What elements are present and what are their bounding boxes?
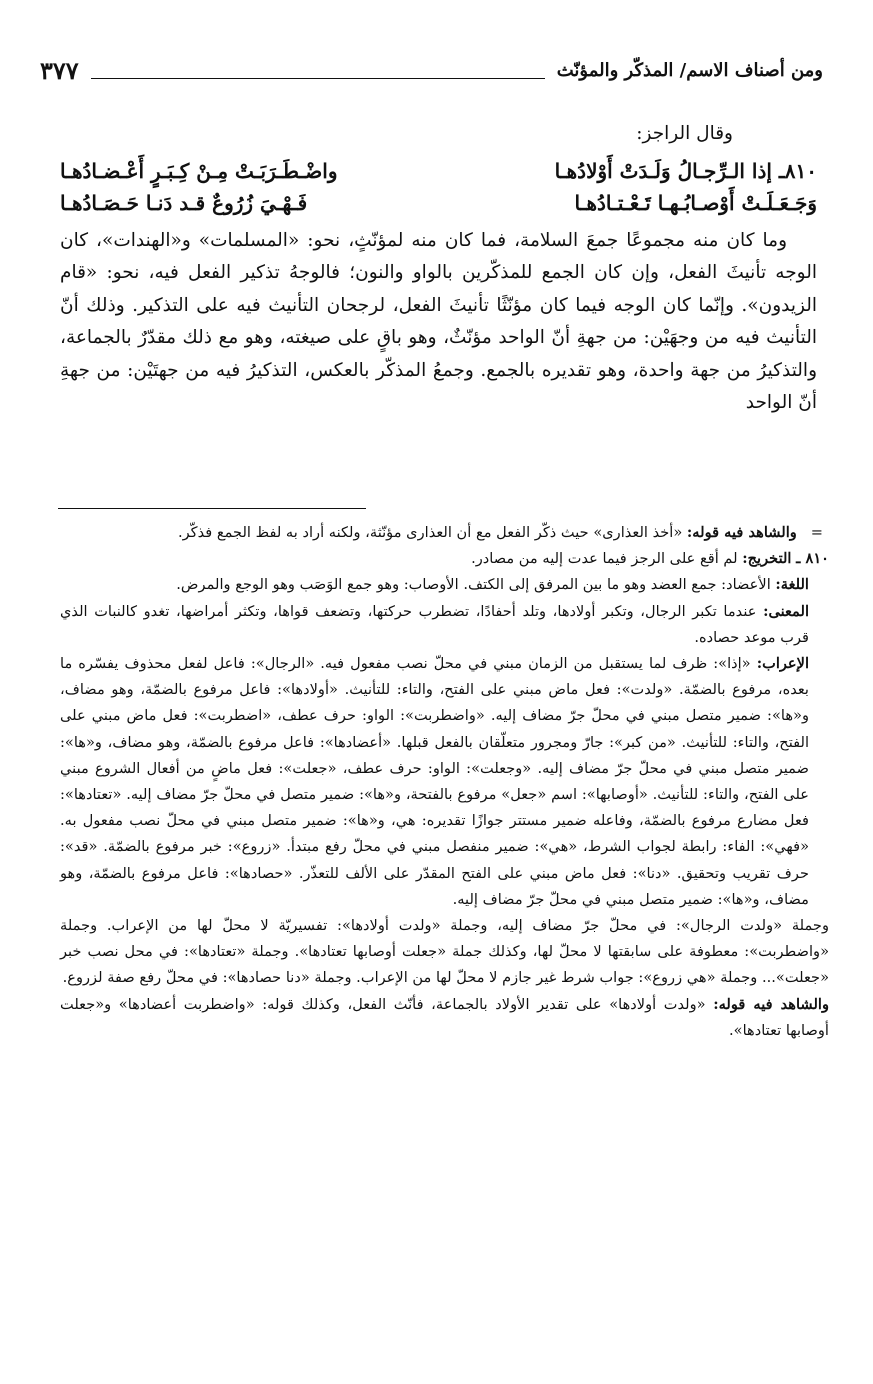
shahid-text: «ولدت أولادها» على تقدير الأولاد بالجماعة، فأنّث الفعل، وكذلك قوله: «واضطربت أعضادها» و«جعلت أوصابها تعتادها». (60, 995, 829, 1039)
page-number: ٣٧٧ (40, 55, 79, 85)
verse-intro: وقال الراجز: (636, 123, 733, 144)
header-rule (91, 62, 545, 79)
verse-810 (60, 155, 817, 219)
carry-label: والشاهد فيه قوله: (686, 524, 797, 541)
mana-label: المعنى: (763, 602, 809, 620)
footnote-carryover (60, 520, 829, 546)
note-takhrij (60, 546, 829, 572)
hemistich-1a (423, 155, 817, 187)
irab-label: الإعراب: (756, 655, 810, 673)
hemistich-2a: وَجَـعَـلَـتْ أَوْصـابُـهـا تَـعْـتـادُهـا (574, 190, 817, 215)
mana-text: عندما تكبر الرجال، وتكبر أولادها، وتلد أحفادًا، تضطرب حركتها، وتضعف قواها، وتكثر أمراضها، تغدو كالنبات الذي قرب موعد حصاده. (60, 602, 809, 646)
hemistich-1a-text: إذا الـرِّجـالُ وَلَـدَتْ أَوْلادُهـا (554, 158, 772, 183)
carry-text: «أخذ العذارى» حيث ذكّر الفعل مع أن العذارى مؤنّثة، ولكنه أراد به لفظ الجمع فذكّر. (177, 524, 683, 541)
footnotes (60, 520, 829, 1044)
note-irab (60, 651, 829, 913)
note-mana (60, 599, 829, 651)
takhrij-label: التخريج: (742, 550, 792, 568)
note-lugha (60, 572, 829, 598)
footnote-separator (58, 508, 366, 509)
carry-marker: = (810, 524, 823, 541)
verse-line-1 (60, 155, 817, 187)
chapter-title: ومن أصناف الاسم/ المذكّر والمؤنّث (556, 59, 823, 81)
verse-number: ٨١٠ـ (778, 158, 817, 183)
body-paragraph: وما كان منه مجموعًا جمعَ السلامة، فما كان منه لمؤنّثٍ، نحو: «المسلمات» و«الهندات»، كان الوجه تأنيثَ الفعل، وإن كان الجمع للمذكّرين بالواو والنون؛ فالوجهُ تذكير الفعل فيه، نحو: «قام الزيدون». وإنّما كان الوجه فيما كان مؤنّثًا تأنيثَ الفعل، لرجحان التأنيث فيه على التذكير. وذلك أنّ التأنيث فيه من وجهَيْن: من جهةِ أنّ الواحد مؤنّثٌ، وهو باقٍ على صيغته، وهو مع ذلك مقدّرٌ بالجماعة، والتذكيرُ من جهة واحدة، وهو تقديره بالجمع. وجمعُ المذكّر بالعكس، التذكيرُ فيه من جهتَيْن: من جهةِ أنّ الواحد (60, 229, 817, 413)
hemistich-1b: واضْـطَـرَبَـتْ مِـنْ كِـبَـرٍ أَعْـضـادُهـا (60, 158, 338, 183)
note-number: ٨١٠ ـ (796, 550, 829, 568)
note-shahid (60, 992, 829, 1044)
note-jumal: وجملة «ولدت الرجال»: في محلّ جرّ مضاف إليه، وجملة «ولدت أولادها»: تفسيريّة لا محلّ لها من الإعراب. وجملة «واضطربت»: معطوفة على سابقتها لا محلّ لها، وكذلك جملة «جعلت أوصابها تعتادها». وجملة «تعتادها»: في محل نصب خبر «جعلت»... وجملة «هي زروع»: جواب شرط غير جازم لا محلّ لها من الإعراب. وجملة «دنا حصادها»: في محلّ رفع صفة لزروع. (60, 917, 829, 987)
irab-text: «إذا»: ظرف لما يستقبل من الزمان مبني في محلّ نصب مفعول فيه. «الرجال»: فاعل لفعل محذوف يفسّره ما بعده، مرفوع بالضمّة. «ولدت»: فعل ماض مبني على الفتح، والتاء: للتأنيث. «أولادها»: فاعل مرفوع بالضمّة، وهو مضاف، و«ها»: ضمير متصل مبني في محلّ جرّ مضاف إليه. «واضطربت»: الواو: حرف عطف، «اضطربت»: فعل ماض مبني على الفتح، والتاء: للتأنيث. «من كبر»: جارّ ومجرور متعلّقان بالفعل قبلها. «أعضادها»: فاعل مرفوع بالضمّة، وهو مضاف، و«ها»: ضمير متصل مبني في محلّ جرّ مضاف إليه. «وجعلت»: الواو: حرف عطف، «جعلت»: فعل ماضٍ من أفعال الشروع مبني على الفتح، والتاء: للتأنيث. «أوصابها»: اسم «جعل» مرفوع بالفتحة، و«ها»: ضمير متصل في محلّ جرّ مضاف إليه. «تعتادها»: فعل مضارع مرفوع بالضمّة، وفاعله ضمير مستتر جوازًا تقديره: هي، و«ها»: ضمير متصل مبني في محلّ نصب مفعول به. «فهي»: الفاء: رابطة لجواب الشرط، «هي»: ضمير منفصل مبني في محلّ رفع مبتدأ. «زروع»: خبر مرفوع بالضمّة. «قد»: حرف تقريب وتحقيق. «دنا»: فعل ماض مبني على الفتح المقدّر على الألف للتعذّر. «حصادها»: فاعل مرفوع بالضمّة، وهو مضاف، و«ها»: ضمير متصل مبني في محلّ جرّ مضاف إليه. (60, 655, 809, 908)
shahid-label: والشاهد فيه قوله: (713, 995, 829, 1013)
lugha-label: اللغة: (775, 576, 809, 594)
hemistich-2b: فَـهْـيَ زُرُوعٌ قـد دَنـا حَـصَـادُهـا (60, 190, 308, 215)
lugha-text: الأعضاد: جمع العضد وهو ما بين المرفق إلى الكتف. الأوصاب: وهو جمع الوَصَب وهو الوجع والمرض. (176, 576, 771, 594)
verse-line-2 (60, 187, 817, 219)
running-header (40, 52, 823, 88)
takhrij-text: لم أقع على الرجز فيما عدت إليه من مصادر. (471, 550, 738, 568)
main-text (60, 118, 817, 420)
